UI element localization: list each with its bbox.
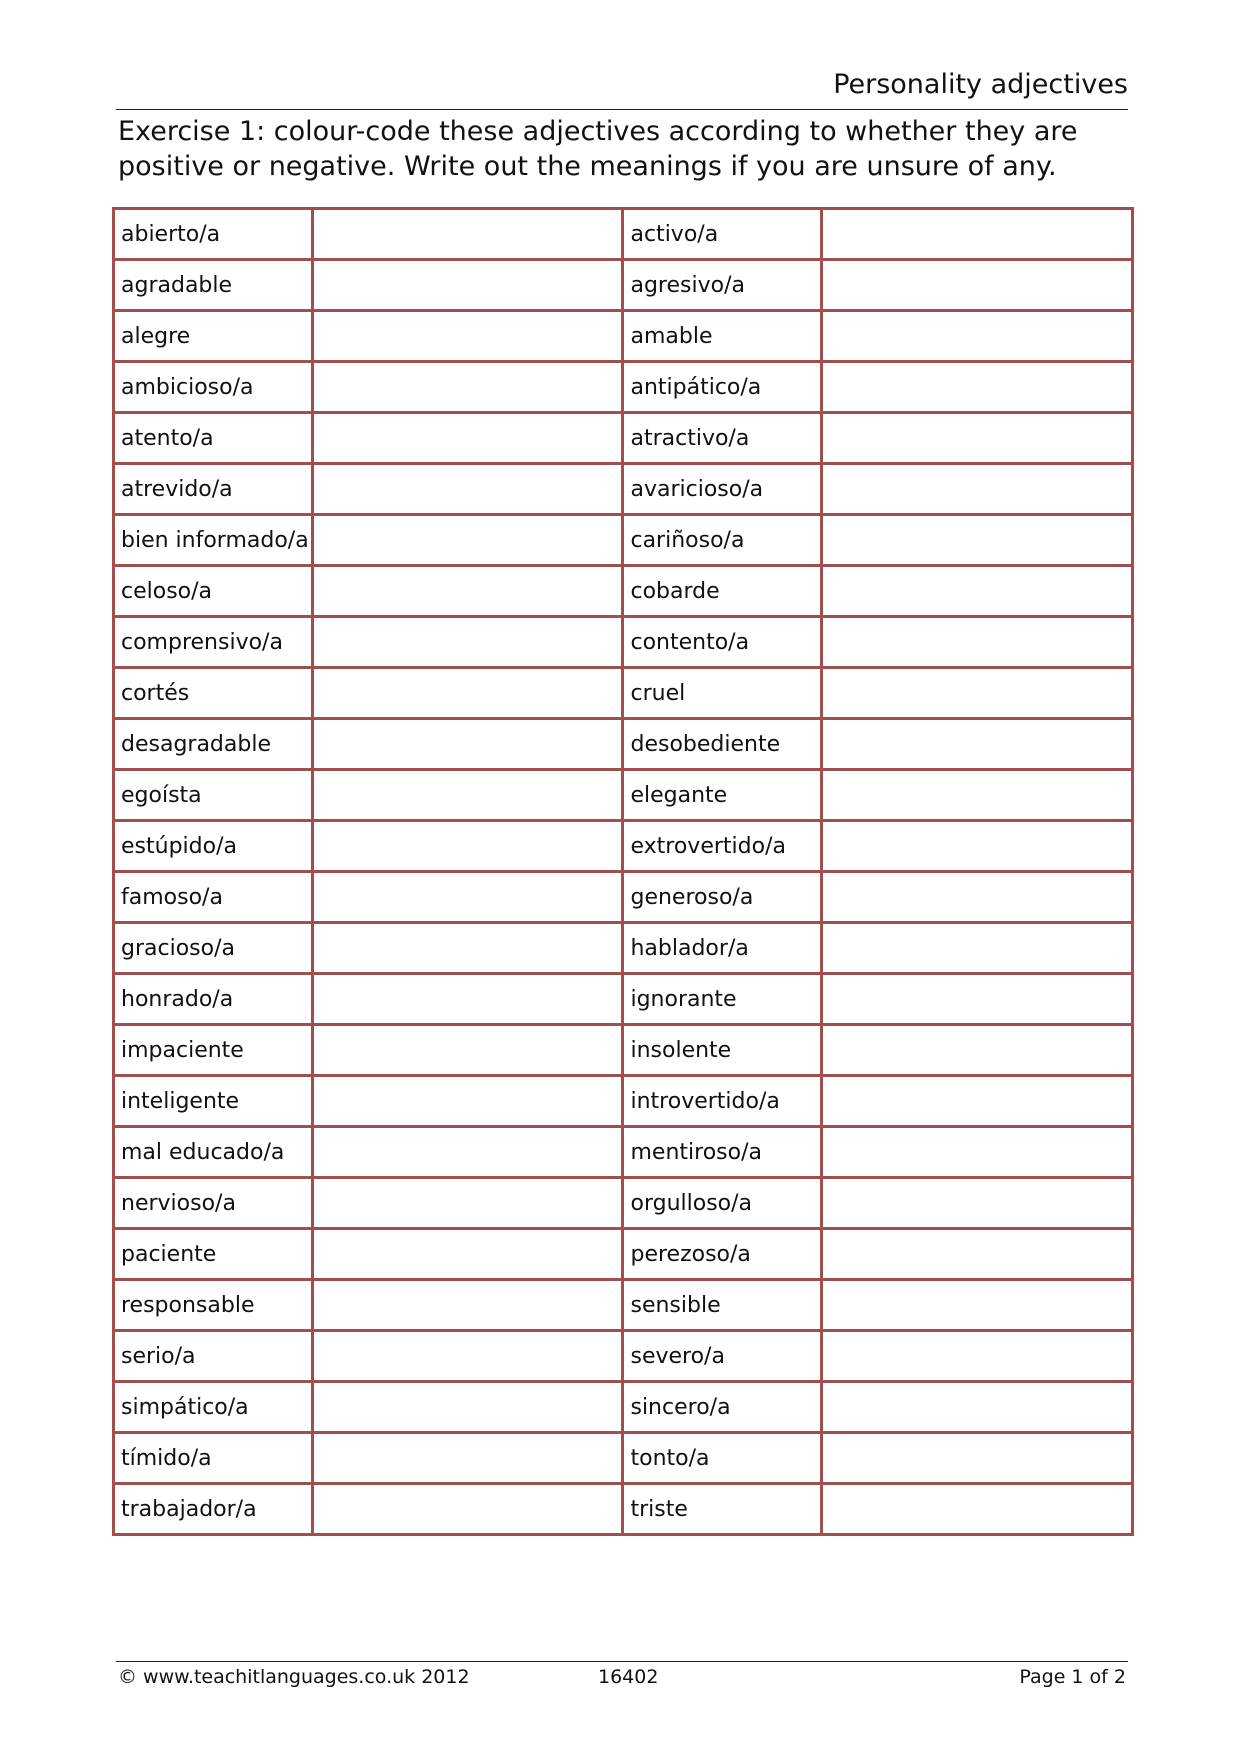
adjective-cell: orgulloso/a: [623, 1178, 822, 1229]
table-row: [114, 1484, 1133, 1535]
meaning-cell[interactable]: [822, 1280, 1133, 1331]
table-row: [114, 1331, 1133, 1382]
adjective-cell: extrovertido/a: [623, 821, 822, 872]
adjective-cell: simpático/a: [114, 1382, 313, 1433]
meaning-cell[interactable]: [312, 1280, 623, 1331]
adjective-cell: famoso/a: [114, 872, 313, 923]
table-row: [114, 923, 1133, 974]
adjective-cell: responsable: [114, 1280, 313, 1331]
table-row: [114, 974, 1133, 1025]
adjective-cell: paciente: [114, 1229, 313, 1280]
meaning-cell[interactable]: [312, 362, 623, 413]
meaning-cell[interactable]: [822, 821, 1133, 872]
adjective-cell: perezoso/a: [623, 1229, 822, 1280]
meaning-cell[interactable]: [312, 1433, 623, 1484]
adjective-cell: amable: [623, 311, 822, 362]
table-row: [114, 872, 1133, 923]
meaning-cell[interactable]: [822, 1025, 1133, 1076]
meaning-cell[interactable]: [312, 260, 623, 311]
adjective-cell: serio/a: [114, 1331, 313, 1382]
adjective-cell: contento/a: [623, 617, 822, 668]
meaning-cell[interactable]: [312, 872, 623, 923]
adjective-cell: cortés: [114, 668, 313, 719]
adjective-cell: atrevido/a: [114, 464, 313, 515]
meaning-cell[interactable]: [312, 464, 623, 515]
adjective-cell: impaciente: [114, 1025, 313, 1076]
adjective-cell: abierto/a: [114, 209, 313, 260]
adjective-cell: inteligente: [114, 1076, 313, 1127]
meaning-cell[interactable]: [822, 515, 1133, 566]
adjective-cell: atento/a: [114, 413, 313, 464]
meaning-cell[interactable]: [822, 770, 1133, 821]
meaning-cell[interactable]: [822, 260, 1133, 311]
meaning-cell[interactable]: [312, 668, 623, 719]
table-row: [114, 515, 1133, 566]
table-row: [114, 1433, 1133, 1484]
meaning-cell[interactable]: [822, 1433, 1133, 1484]
meaning-cell[interactable]: [822, 1382, 1133, 1433]
meaning-cell[interactable]: [822, 668, 1133, 719]
meaning-cell[interactable]: [312, 1484, 623, 1535]
adjective-cell: mal educado/a: [114, 1127, 313, 1178]
adjective-cell: generoso/a: [623, 872, 822, 923]
adjective-cell: gracioso/a: [114, 923, 313, 974]
meaning-cell[interactable]: [312, 1382, 623, 1433]
table-row: [114, 464, 1133, 515]
table-row: [114, 362, 1133, 413]
table-row: [114, 413, 1133, 464]
table-row: [114, 1127, 1133, 1178]
meaning-cell[interactable]: [822, 974, 1133, 1025]
table-row: [114, 1076, 1133, 1127]
adjective-cell: trabajador/a: [114, 1484, 313, 1535]
table-row: [114, 617, 1133, 668]
adjective-cell: elegante: [623, 770, 822, 821]
meaning-cell[interactable]: [822, 1331, 1133, 1382]
table-row: [114, 668, 1133, 719]
adjective-cell: sensible: [623, 1280, 822, 1331]
adjectives-table-body: [114, 209, 1133, 1535]
meaning-cell[interactable]: [822, 311, 1133, 362]
meaning-cell[interactable]: [312, 770, 623, 821]
meaning-cell[interactable]: [822, 617, 1133, 668]
adjective-cell: cobarde: [623, 566, 822, 617]
meaning-cell[interactable]: [312, 974, 623, 1025]
meaning-cell[interactable]: [822, 566, 1133, 617]
meaning-cell[interactable]: [822, 1178, 1133, 1229]
adjective-cell: antipático/a: [623, 362, 822, 413]
adjective-cell: estúpido/a: [114, 821, 313, 872]
adjective-cell: comprensivo/a: [114, 617, 313, 668]
meaning-cell[interactable]: [312, 311, 623, 362]
meaning-cell[interactable]: [822, 362, 1133, 413]
page-title: Personality adjectives: [833, 69, 1128, 100]
footer-page-number: Page 1 of 2: [1019, 1666, 1126, 1688]
table-row: [114, 770, 1133, 821]
footer-copyright: © www.teachitlanguages.co.uk 2012: [118, 1666, 470, 1688]
meaning-cell[interactable]: [312, 413, 623, 464]
table-row: [114, 260, 1133, 311]
adjective-cell: cruel: [623, 668, 822, 719]
adjective-cell: ignorante: [623, 974, 822, 1025]
adjective-cell: mentiroso/a: [623, 1127, 822, 1178]
adjective-cell: cariñoso/a: [623, 515, 822, 566]
adjective-cell: desobediente: [623, 719, 822, 770]
meaning-cell[interactable]: [822, 872, 1133, 923]
table-row: [114, 1382, 1133, 1433]
meaning-cell[interactable]: [822, 1484, 1133, 1535]
meaning-cell[interactable]: [822, 413, 1133, 464]
adjective-cell: celoso/a: [114, 566, 313, 617]
adjective-cell: ambicioso/a: [114, 362, 313, 413]
meaning-cell[interactable]: [312, 209, 623, 260]
adjective-cell: triste: [623, 1484, 822, 1535]
meaning-cell[interactable]: [312, 1229, 623, 1280]
adjective-cell: egoísta: [114, 770, 313, 821]
meaning-cell[interactable]: [312, 515, 623, 566]
table-row: [114, 311, 1133, 362]
adjective-cell: agradable: [114, 260, 313, 311]
table-row: [114, 719, 1133, 770]
adjective-cell: alegre: [114, 311, 313, 362]
adjective-cell: atractivo/a: [623, 413, 822, 464]
meaning-cell[interactable]: [822, 464, 1133, 515]
table-row: [114, 1025, 1133, 1076]
meaning-cell[interactable]: [312, 1178, 623, 1229]
adjective-cell: avaricioso/a: [623, 464, 822, 515]
adjective-cell: desagradable: [114, 719, 313, 770]
meaning-cell[interactable]: [822, 719, 1133, 770]
header-divider: [116, 109, 1128, 110]
adjective-cell: tonto/a: [623, 1433, 822, 1484]
meaning-cell[interactable]: [312, 1076, 623, 1127]
footer-divider: [116, 1661, 1128, 1662]
table-row: [114, 1229, 1133, 1280]
adjective-cell: hablador/a: [623, 923, 822, 974]
meaning-cell[interactable]: [312, 821, 623, 872]
meaning-cell[interactable]: [312, 1127, 623, 1178]
adjective-cell: introvertido/a: [623, 1076, 822, 1127]
footer-resource-code: 16402: [598, 1666, 659, 1688]
meaning-cell[interactable]: [822, 923, 1133, 974]
meaning-cell[interactable]: [312, 617, 623, 668]
meaning-cell[interactable]: [822, 1076, 1133, 1127]
adjective-cell: severo/a: [623, 1331, 822, 1382]
adjective-cell: bien informado/a: [114, 515, 313, 566]
adjective-cell: insolente: [623, 1025, 822, 1076]
table-row: [114, 566, 1133, 617]
adjectives-table: [112, 207, 1134, 1536]
adjective-cell: honrado/a: [114, 974, 313, 1025]
meaning-cell[interactable]: [312, 923, 623, 974]
adjective-cell: nervioso/a: [114, 1178, 313, 1229]
adjective-cell: agresivo/a: [623, 260, 822, 311]
adjective-cell: tímido/a: [114, 1433, 313, 1484]
meaning-cell[interactable]: [312, 719, 623, 770]
table-row: [114, 209, 1133, 260]
meaning-cell[interactable]: [822, 209, 1133, 260]
table-row: [114, 1178, 1133, 1229]
meaning-cell[interactable]: [312, 1025, 623, 1076]
adjective-cell: sincero/a: [623, 1382, 822, 1433]
meaning-cell[interactable]: [312, 1331, 623, 1382]
adjective-cell: activo/a: [623, 209, 822, 260]
table-row: [114, 1280, 1133, 1331]
meaning-cell[interactable]: [822, 1229, 1133, 1280]
footer: [116, 1664, 1128, 1690]
exercise-instructions: Exercise 1: colour-code these adjectives according to whether they are positive or negative. Write out the meanings if you are unsure of any.: [118, 116, 1078, 182]
meaning-cell[interactable]: [312, 566, 623, 617]
meaning-cell[interactable]: [822, 1127, 1133, 1178]
table-row: [114, 821, 1133, 872]
